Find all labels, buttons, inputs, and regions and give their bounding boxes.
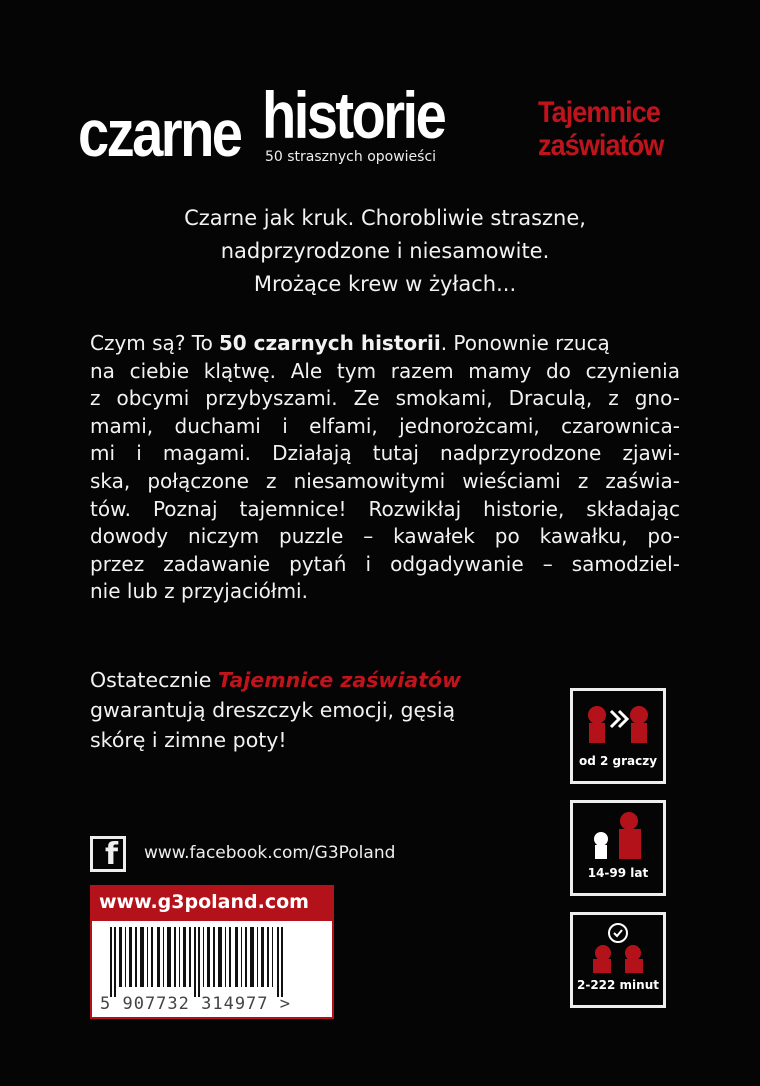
word: z: [90, 386, 101, 411]
word: składając: [586, 496, 680, 521]
edition-title: [538, 96, 663, 162]
word: z: [577, 468, 589, 493]
word: Poznaj: [152, 496, 218, 521]
barcode-number: 5 907732 314977 >: [100, 994, 291, 1014]
word: Ze: [353, 386, 380, 411]
word: zjawi-: [622, 441, 680, 466]
body-line: nie lub z przyjaciółmi.: [90, 579, 308, 604]
facebook-icon[interactable]: f: [90, 836, 126, 872]
word: czynienia: [585, 358, 680, 383]
edition-title-line2: zaświatów: [538, 129, 664, 162]
word: niesamowitymi: [293, 468, 446, 493]
intro-line: Czarne jak kruk. Chorobliwie straszne,: [184, 206, 586, 230]
word: przybyszami.: [205, 386, 338, 411]
word: i: [136, 441, 142, 466]
word: tajemnice!: [239, 496, 347, 521]
edition-title-line1: Tajemnice: [538, 96, 660, 129]
word: po-: [647, 524, 680, 549]
body-line: [90, 358, 680, 386]
logo-word-czarne: czarne: [78, 96, 241, 170]
word: Rozwikłaj: [368, 496, 462, 521]
word: gno-: [634, 386, 680, 411]
word: zadawanie: [163, 551, 271, 576]
word: połączone: [147, 468, 249, 493]
word: duchami: [174, 413, 261, 438]
time-icon: [583, 923, 653, 973]
closing-text: [90, 665, 461, 755]
website-url[interactable]: www.g3poland.com: [90, 885, 334, 919]
word: ska,: [90, 468, 131, 493]
word: Działają: [272, 441, 352, 466]
highlight-title: Tajemnice zaświatów: [217, 668, 462, 692]
age-icon: [583, 811, 653, 861]
word: mamy: [468, 358, 532, 383]
text: . Ponownie rzucą: [440, 331, 610, 355]
word: –: [542, 551, 553, 576]
intro-line: nadprzyrodzone i niesamowite.: [220, 239, 550, 263]
text: Ostatecznie: [90, 668, 212, 692]
time-info: [570, 912, 666, 1008]
word: do: [545, 358, 571, 383]
body-line: [90, 330, 680, 358]
word: ciebie: [129, 358, 190, 383]
word: razem: [390, 358, 454, 383]
intro-line: Mrożące krew w żyłach...: [253, 272, 517, 296]
facebook-url[interactable]: www.facebook.com/G3Poland: [144, 843, 396, 863]
age-info: [570, 800, 666, 896]
word: obcymi: [116, 386, 190, 411]
word: jednorożcami,: [399, 413, 540, 438]
body-line: [90, 385, 680, 413]
word: kawałku,: [539, 524, 628, 549]
word: nadprzyrodzone: [440, 441, 602, 466]
word: magami.: [162, 441, 251, 466]
word: elfami,: [309, 413, 378, 438]
word: mi: [90, 441, 116, 466]
word: czarownica-: [561, 413, 680, 438]
word: pytań: [289, 551, 347, 576]
players-icon: [583, 699, 653, 749]
text: skórę i zimne poty!: [90, 728, 287, 752]
word: samodziel-: [571, 551, 680, 576]
word: Draculą,: [508, 386, 593, 411]
body-line: [90, 496, 680, 524]
word: klątwę.: [203, 358, 276, 383]
word: historie,: [483, 496, 565, 521]
body-line: [90, 551, 680, 579]
players-label: od 2 graczy: [578, 754, 658, 768]
word: puzzle: [279, 524, 344, 549]
word: Ale: [290, 358, 323, 383]
word: z: [608, 386, 619, 411]
intro-text: [90, 202, 680, 301]
word: z: [266, 468, 277, 493]
barcode: [90, 919, 334, 1019]
players-info: [570, 688, 666, 784]
word: –: [363, 524, 374, 549]
word: wieściami: [462, 468, 561, 493]
time-label: 2-222 minut: [577, 978, 659, 992]
barcode-bars: [102, 927, 342, 997]
word: tym: [336, 358, 377, 383]
text: Czym są? To: [90, 331, 213, 355]
logo-subtitle: 50 strasznych opowieści: [265, 149, 437, 165]
body-line: [90, 440, 680, 468]
text: gwarantują dreszczyk emocji, gęsią: [90, 698, 456, 722]
description-paragraph: [90, 330, 680, 606]
word: niczym: [188, 524, 260, 549]
word: po: [494, 524, 520, 549]
body-line: [90, 468, 680, 496]
body-line: [90, 523, 680, 551]
word: tutaj: [372, 441, 419, 466]
word: i: [282, 413, 288, 438]
word: kawałek: [393, 524, 475, 549]
word: odgadywanie: [390, 551, 524, 576]
age-label: 14-99 lat: [587, 866, 649, 880]
word: na: [90, 358, 115, 383]
word: smokami,: [395, 386, 493, 411]
word: przez: [90, 551, 145, 576]
word: tów.: [90, 496, 131, 521]
word: i: [365, 551, 372, 576]
word: zaświa-: [605, 468, 680, 493]
body-line: [90, 413, 680, 441]
bold-text: 50 czarnych historii: [218, 331, 441, 355]
word: dowody: [90, 524, 169, 549]
word: mami,: [90, 413, 154, 438]
logo-word-historie: historie: [262, 78, 445, 152]
